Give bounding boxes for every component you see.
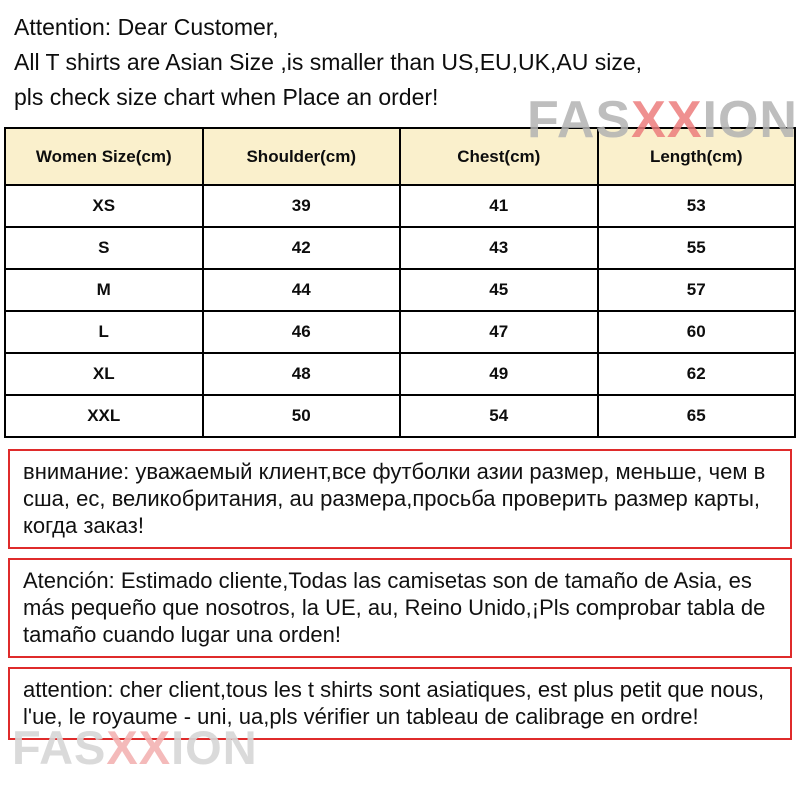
cell-length: 60	[598, 311, 796, 353]
cell-length: 65	[598, 395, 796, 437]
cell-chest: 43	[400, 227, 598, 269]
table-row-s	[5, 227, 795, 269]
cell-chest: 47	[400, 311, 598, 353]
cell-chest: 49	[400, 353, 598, 395]
intro-line-1: Attention: Dear Customer,	[14, 14, 279, 40]
cell-size: XL	[5, 353, 203, 395]
cell-shoulder: 42	[203, 227, 401, 269]
cell-shoulder: 44	[203, 269, 401, 311]
table-row-xs	[5, 185, 795, 227]
watermark-suffix: ION	[171, 721, 258, 774]
table-row-xl	[5, 353, 795, 395]
translated-notes	[0, 449, 800, 740]
note-box-russian: внимание: уважаемый клиент,все футболки азии размер, меньше, чем в сша, ес, великобритания, au размера,просьба проверить размер карты, когда заказ!	[8, 449, 792, 549]
cell-length: 55	[598, 227, 796, 269]
watermark-prefix: FAS	[12, 721, 107, 774]
cell-shoulder: 48	[203, 353, 401, 395]
header-length: Length(cm)	[598, 128, 796, 185]
watermark-mid: XX	[631, 91, 703, 149]
cell-size: M	[5, 269, 203, 311]
cell-shoulder: 39	[203, 185, 401, 227]
cell-shoulder: 50	[203, 395, 401, 437]
header-shoulder: Shoulder(cm)	[203, 128, 401, 185]
header-women-size: Women Size(cm)	[5, 128, 203, 185]
intro-line-3: pls check size chart when Place an order!	[14, 84, 439, 110]
intro-line-2: All T shirts are Asian Size ,is smaller than US,EU,UK,AU size,	[14, 49, 643, 75]
table-header-row	[5, 128, 795, 185]
watermark-prefix: FAS	[527, 91, 632, 149]
size-table	[4, 127, 796, 438]
cell-size: L	[5, 311, 203, 353]
cell-shoulder: 46	[203, 311, 401, 353]
cell-chest: 41	[400, 185, 598, 227]
header-chest: Chest(cm)	[400, 128, 598, 185]
table-row-m	[5, 269, 795, 311]
cell-chest: 45	[400, 269, 598, 311]
cell-length: 53	[598, 185, 796, 227]
cell-size: S	[5, 227, 203, 269]
table-row-l	[5, 311, 795, 353]
cell-length: 62	[598, 353, 796, 395]
size-table-header	[5, 128, 795, 185]
attention-intro	[0, 0, 800, 115]
cell-size: XXL	[5, 395, 203, 437]
watermark-mid: XX	[106, 721, 172, 774]
size-table-body	[5, 185, 795, 437]
cell-size: XS	[5, 185, 203, 227]
cell-length: 57	[598, 269, 796, 311]
note-box-french: attention: cher client,tous les t shirts sont asiatiques, est plus petit que nous, l'ue, le royaume - uni, ua,pls vérifier un tableau de calibrage en ordre!	[8, 667, 792, 740]
cell-chest: 54	[400, 395, 598, 437]
note-box-spanish: Atención: Estimado cliente,Todas las camisetas son de tamaño de Asia, es más pequeño que nosotros, la UE, au, Reino Unido,¡Pls comprobar tabla de tamaño cuando lugar una orden!	[8, 558, 792, 658]
watermark-suffix: ION	[702, 91, 798, 149]
table-row-xxl	[5, 395, 795, 437]
